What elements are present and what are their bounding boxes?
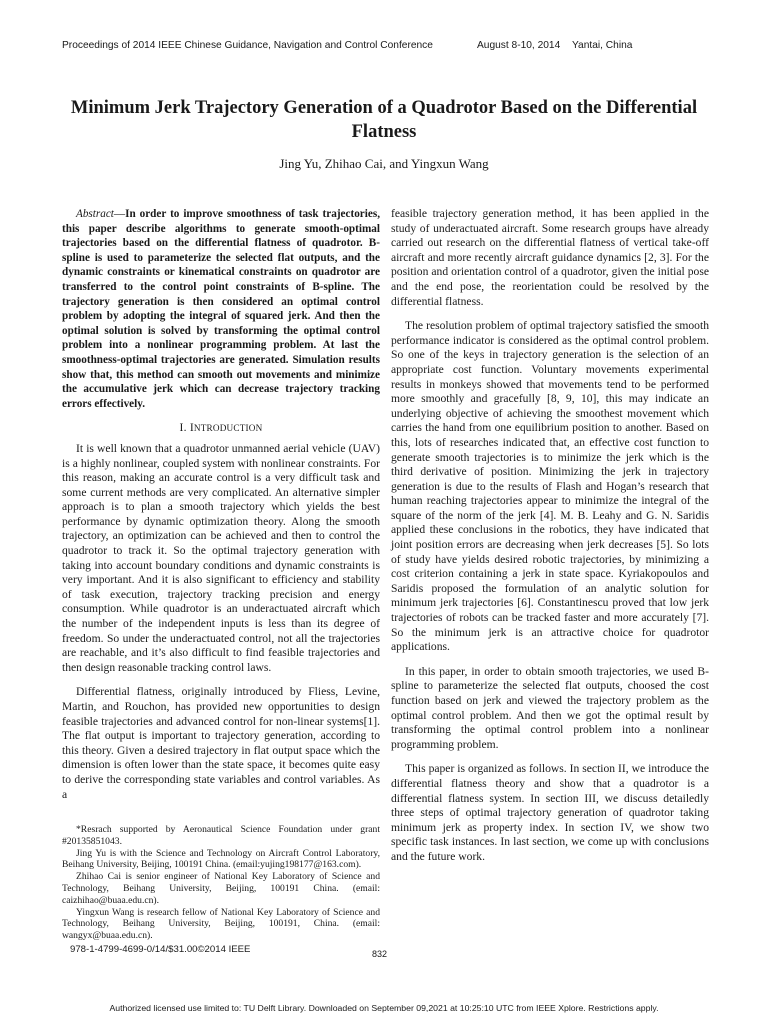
paper-title: Minimum Jerk Trajectory Generation of a Quadrotor Based on the Differential Flatness (70, 98, 698, 142)
abstract-text: In order to improve smoothness of task trajectories, this paper describe algorithms to generate smooth-optimal trajectories based on the differential flatness of quadrotor. B-spline is used to parameterize the selected flat outputs, and the dynamic constraints or kinematical constraints on quadrotor are transferred to the control point constraints of B-spline. The trajectory generation is then considered an optimal control problem by adopting the integral of squared jerk. And then the optimal solution is solved by transforming the optimal control problem into a nonlinear programming problem. At last the smoothness-optimal trajectories are generated. Simulation results show that, this method can smooth out movements and minimize the accumulative jerk which can decrease trajectory tracking errors effectively. (62, 208, 380, 410)
footnote: Zhihao Cai is senior engineer of National Key Laboratory of Science and Technology, Beihang University, Beijing, 100191 China. (email: caizhihao@buaa.edu.cn). (62, 871, 380, 906)
right-column (391, 207, 709, 875)
body-paragraph: In this paper, in order to obtain smooth trajectories, we used B-spline to parameterize the selected flat outputs, choosed the cost function based on jerk and viewed the trajectory problem as the optimal control problem. And then we got the optimal result by transforming the optimal control problem into a nonlinear programming problem. (391, 664, 709, 751)
conference-name: Proceedings of 2014 IEEE Chinese Guidance, Navigation and Control Conference (62, 40, 433, 51)
page-number: 832 (372, 949, 388, 959)
abstract-label: Abstract (76, 208, 114, 220)
footnotes (62, 824, 380, 942)
body-paragraph: feasible trajectory generation method, it has been applied in the study of underactuated aircraft. Some research groups have already carried out research on the differential flatness of vertical take-off aircraft and more recently aircraft guidance dynamics [2, 3]. For the position and orientation control of a quadrotor, given the initial pose and the end pose, the reorientation could be resolved by the differential flatness. (391, 207, 709, 308)
section-title-rest: NTRODUCTION (193, 423, 263, 434)
section-number: I. (179, 421, 187, 435)
section-heading-introduction (62, 421, 380, 436)
left-column (62, 207, 380, 812)
footnote: Jing Yu is with the Science and Technology on Aircraft Control Laboratory, Beihang University, Beijing, 100191 China. (email:yujing198177@163.com). (62, 847, 380, 871)
body-paragraph: It is well known that a quadrotor unmanned aerial vehicle (UAV) is a highly nonlinear, coupled system with nonlinear constraints. For this reason, making an accurate control is a very difficult task and some current methods are very complicated. An alternative simpler approach is to plan a smooth trajectory which yields the best performance by dynamic optimization theory. Along the smooth trajectory, an optimization can be achieved and then to control the quadrotor to track it. So the optimal trajectory generation with taking into account boundary conditions and dynamic constraints is very important. And it is also significant to efficiency and stability of task execution, trajectory tracking precision and energy consumption. While quadrotor is an underactuated aircraft which the number of the independent inputs is less than its degree of freedom. So under the underactuated control, not all the trajectories are reachable, and it’s also difficult to find feasible trajectories and then design reasonable tracking control laws. (62, 441, 380, 674)
section-title-initial: I (189, 421, 194, 435)
conference-date: August 8-10, 2014 (477, 40, 561, 51)
conference-location: Yantai, China (572, 40, 633, 51)
footnote: Yingxun Wang is research fellow of National Key Laboratory of Science and Technology, Beihang University, Beijing, 100191, China. (email: wangyx@buaa.edu.cn). (62, 906, 380, 942)
body-paragraph: Differential flatness, originally introduced by Fliess, Levine, Martin, and Rouchon, has provided new opportunities to design feasible trajectories and advanced control for non-linear systems[1]. The flat output is important to trajectory generation, according to this theory. Given a desired trajectory in flat output space which the dimension is often lower than the state space, it becomes quite easy to derive the corresponding state variables and control variables. As a (62, 685, 380, 801)
footnote: *Resrach supported by Aeronautical Science Foundation under grant #20135851043. (62, 824, 380, 847)
abstract (62, 207, 380, 411)
license-notice: Authorized licensed use limited to: TU Delft Library. Downloaded on September 09,2021 at 10:25:10 UTC from IEEE Xplore. Restrictions apply. (109, 1003, 659, 1013)
body-paragraph: This paper is organized as follows. In section II, we introduce the differential flatness theory and show that a quadrotor is a differential flatness system. In section III, we discuss detailedly three steps of optimal trajectory generation of quadrotor taking minimum jerk as property index. In section IV, we show two specific task instances. In last section, we come up with conclusions and the future work. (391, 762, 709, 863)
paper-authors: Jing Yu, Zhihao Cai, and Yingxun Wang (279, 156, 489, 171)
body-paragraph: The resolution problem of optimal trajectory satisfied the smooth performance indicator is considered as the optimal control problem. So one of the keys in trajectory generation is the selection of an appropriate cost function. Voluntary movements experimental results in monkeys showed that movements tend to be performed more smoothly and gracefully [8, 9, 10], this may indicate an underlying objective of achieving the smoothest movement which carries the hand from one equilibrium position to another. Based on this, lots of researches indicated that, an effective cost function to generate smooth trajectories is to minimize the jerk which is the third derivative of position. Minimizing the jerk in trajectory generation is due to the results of Flash and Hogan’s research that human reaching trajectories appear to minimize the integral of the square of the norm of the jerk [4]. M. B. Leahy and G. N. Saridis applied these conclusions in the robotics, they have indicated that joint position errors are decreasing when jerk decreases [5]. So lots of study have yields desired robotic trajectories, by minimizing a cost criterion containing a jerk in state space. Kyriakopoulos and Saridis proposed the formulation of an analytic solution for minimum jerk trajectories [6]. Constantinescu proved that low jerk trajectories of robots can be tracked faster and more accurately [7]. So the minimum jerk is an attractive choice for quadrotor applications. (391, 319, 709, 654)
isbn-copyright: 978-1-4799-4699-0/14/$31.00©2014 IEEE (70, 944, 251, 955)
abstract-dash: — (113, 208, 126, 220)
